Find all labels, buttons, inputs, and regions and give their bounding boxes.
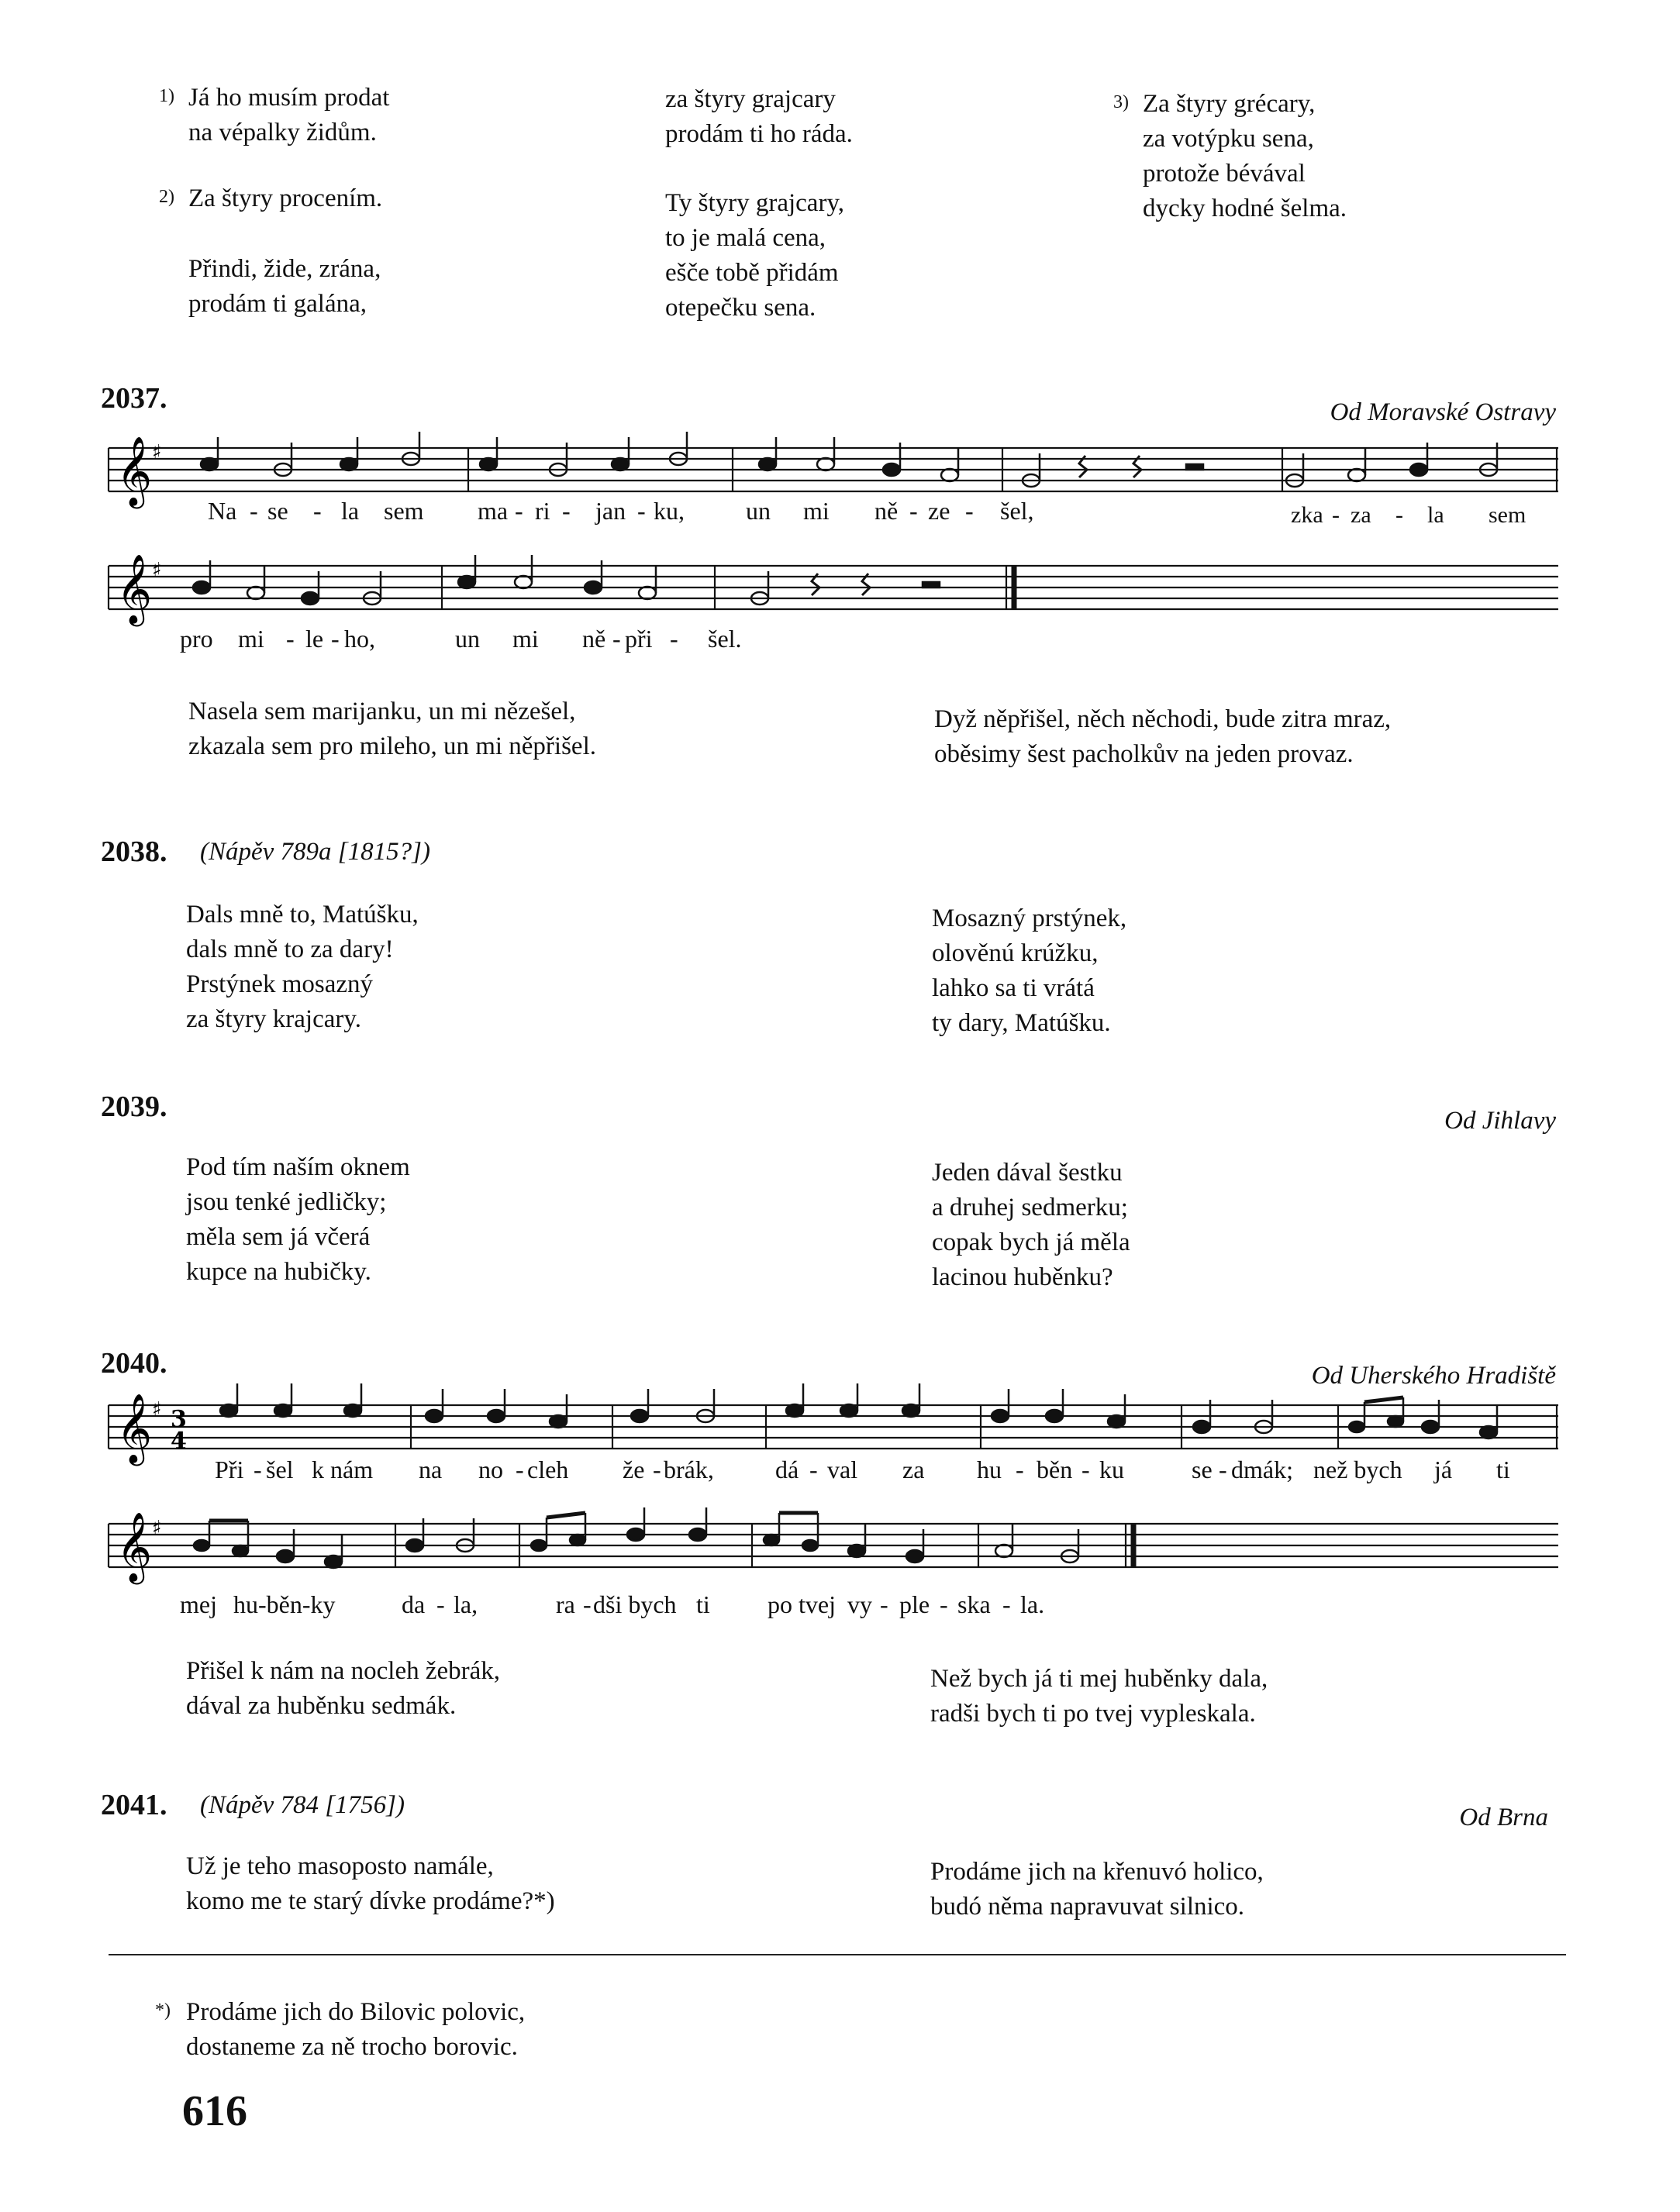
lyric-syllable: mi <box>238 625 264 653</box>
lyric-hyphen: - <box>1395 502 1403 528</box>
lyric-hyphen: - <box>583 1590 592 1618</box>
lyric-syllable: no <box>478 1456 503 1483</box>
lyric-hyphen: - <box>1081 1456 1090 1483</box>
footnote-marker: *) <box>155 2000 171 2021</box>
lyric-syllable: un <box>746 497 771 525</box>
stanza-line: kupce na hubičky. <box>186 1258 371 1286</box>
lyric-syllable: cleh <box>527 1456 569 1483</box>
lyric-syllable: za <box>902 1456 925 1483</box>
lyric-hyphen: - <box>286 625 295 653</box>
footnote-divider <box>109 1954 1566 1955</box>
lyric-syllable: ska <box>957 1590 991 1618</box>
treble-clef-icon: 𝄞 <box>116 554 153 624</box>
lyric-syllable: jan <box>595 497 626 525</box>
page-number: 616 <box>182 2087 247 2135</box>
footnote-3-line: za votýpku sena, <box>1143 125 1314 153</box>
lyric-hyphen: - <box>562 497 571 525</box>
music-staff <box>101 434 1558 504</box>
lyric-hyphen: - <box>909 497 918 525</box>
lyric-syllable: běn <box>1037 1456 1073 1483</box>
lyric-hyphen: - <box>940 1590 948 1618</box>
stanza-line: Pod tím naším oknem <box>186 1153 410 1181</box>
footnote-1-line: Já ho musím prodat <box>188 84 390 112</box>
stanza-line: dával za huběnku sedmák. <box>186 1692 457 1720</box>
lyric-syllable: k nám <box>312 1456 374 1483</box>
lyric-syllable: na <box>419 1456 443 1483</box>
lyric-hyphen: - <box>1219 1456 1227 1483</box>
lyric-syllable: brák, <box>664 1456 714 1483</box>
lyric-syllable: za <box>1351 502 1371 528</box>
lyric-hyphen: - <box>809 1456 818 1483</box>
lyric-hyphen: - <box>313 497 322 525</box>
footnote-3-line: protože bévával <box>1143 160 1306 188</box>
stanza-line: zkazala sem pro mileho, un mi něpřišel. <box>188 732 597 760</box>
lyric-syllable: ri <box>535 497 550 525</box>
lyric-syllable: ně <box>874 497 899 525</box>
lyric-syllable: da <box>402 1590 426 1618</box>
music-staff <box>101 1510 1558 1580</box>
stanza-line: jsou tenké jedličky; <box>186 1188 387 1216</box>
lyric-syllable: ra <box>556 1590 575 1618</box>
lyric-syllable: sem <box>1489 502 1526 528</box>
sharp-icon: ♯ <box>152 1517 162 1540</box>
song-origin: Od Jihlavy <box>1444 1107 1556 1135</box>
lyric-hyphen: - <box>670 625 678 653</box>
lyric-syllable: dmák; <box>1231 1456 1293 1483</box>
stanza-line: Dyž něpřišel, něch něchodi, bude zitra mraz, <box>934 705 1392 733</box>
lyric-hyphen: - <box>880 1590 888 1618</box>
tune-reference: (Nápěv 789a [1815?]) <box>200 838 430 866</box>
lyric-hyphen: - <box>516 1456 524 1483</box>
lyric-syllable: po tvej <box>768 1590 836 1618</box>
stanza-line: Přišel k nám na nocleh žebrák, <box>186 1657 501 1685</box>
song-number: 2040. <box>101 1347 167 1380</box>
sharp-icon: ♯ <box>152 441 162 464</box>
lyric-syllable: ple <box>899 1590 930 1618</box>
lyric-hyphen: - <box>637 497 646 525</box>
stanza-line: Ty štyry grajcary, <box>665 189 845 217</box>
song-number: 2038. <box>101 836 167 868</box>
lyric-syllable: dši bych <box>593 1590 677 1618</box>
lyric-syllable: ti <box>1496 1456 1510 1483</box>
lyric-hyphen: - <box>1016 1456 1024 1483</box>
lyric-syllable: ně <box>582 625 606 653</box>
stanza-line: Mosazný prstýnek, <box>932 904 1127 932</box>
treble-clef-icon: 𝄞 <box>116 1394 153 1463</box>
lyric-syllable: já <box>1434 1456 1453 1483</box>
stanza-line: oběsimy šest pacholkův na jeden provaz. <box>934 740 1354 768</box>
song-origin: Od Moravské Ostravy <box>1330 398 1556 426</box>
footnote-1-marker: 1) <box>159 86 174 106</box>
stanza-line: radši bych ti po tvej vypleskala. <box>930 1700 1256 1728</box>
stanza-line: za štyry grajcary <box>665 85 836 113</box>
stanza-line: Prstýnek mosazný <box>186 970 374 998</box>
lyric-syllable: se <box>1192 1456 1213 1483</box>
sharp-icon: ♯ <box>152 559 162 582</box>
lyric-syllable: val <box>827 1456 858 1483</box>
song-number: 2041. <box>101 1789 167 1821</box>
song-number: 2037. <box>101 382 167 415</box>
stanza-line: měla sem já včerá <box>186 1223 371 1251</box>
lyric-syllable: sem <box>384 497 424 525</box>
lyric-syllable: ma <box>478 497 509 525</box>
stanza-line: ty dary, Matúšku. <box>932 1009 1111 1037</box>
lyric-syllable: pro <box>180 625 213 653</box>
song-number: 2039. <box>101 1090 167 1123</box>
lyric-syllable: že <box>623 1456 645 1483</box>
stanza-line: olověnú krúžku, <box>932 939 1099 967</box>
stanza-line: komo me te starý dívke prodáme?*) <box>186 1887 555 1915</box>
stanza-line: lahko sa ti vrátá <box>932 974 1095 1002</box>
stanza-line: copak bych já měla <box>932 1228 1130 1256</box>
lyric-syllable: šel, <box>1000 497 1034 525</box>
tune-reference: (Nápěv 784 [1756]) <box>200 1791 405 1819</box>
lyric-syllable: se <box>267 497 288 525</box>
lyric-syllable: hu <box>977 1456 1002 1483</box>
footnote-2-line: Za štyry procením. <box>188 184 383 212</box>
footnote-line: dostaneme za ně trocho borovic. <box>186 2033 518 2061</box>
footnote-1-line: na vépalky židům. <box>188 119 377 146</box>
footnote-3-line: Za štyry grécary, <box>1143 90 1316 118</box>
lyric-hyphen: - <box>1002 1590 1011 1618</box>
lyric-syllable: ho, <box>344 625 375 653</box>
lyric-hyphen: - <box>1332 502 1340 528</box>
lyric-syllable: při <box>625 625 653 653</box>
song-origin: Od Brna <box>1459 1804 1548 1831</box>
lyric-syllable: mi <box>512 625 539 653</box>
time-signature-bottom: 4 <box>171 1428 187 1455</box>
stanza-line: to je malá cena, <box>665 224 826 252</box>
stanza-line: Než bych já ti mej huběnky dala, <box>930 1665 1268 1693</box>
treble-clef-icon: 𝄞 <box>116 1512 153 1582</box>
footnote-3-marker: 3) <box>1113 92 1129 112</box>
footnote-3-line: dycky hodné šelma. <box>1143 195 1347 222</box>
lyric-syllable: šel <box>266 1456 294 1483</box>
stanza-line: za štyry krajcary. <box>186 1005 361 1033</box>
stanza-line: dals mně to za dary! <box>186 935 394 963</box>
stanza-line: otepečku sena. <box>665 294 816 322</box>
stanza-line: Dals mně to, Matúšku, <box>186 901 419 929</box>
lyric-syllable: ti <box>696 1590 710 1618</box>
lyric-syllable: ku <box>1099 1456 1124 1483</box>
stanza-line: Už je teho masoposto namále, <box>186 1852 494 1880</box>
lyric-syllable: mej <box>180 1590 217 1618</box>
stanza-line: Jeden dával šestku <box>932 1159 1123 1187</box>
lyric-hyphen: - <box>250 497 258 525</box>
time-signature-top: 3 <box>171 1406 187 1433</box>
song-origin: Od Uherského Hradiště <box>1311 1362 1556 1390</box>
lyric-hyphen: - <box>254 1456 262 1483</box>
lyric-syllable: zka <box>1291 502 1323 528</box>
stanza-line: Nasela sem marijanku, un mi nězešel, <box>188 698 576 725</box>
lyric-syllable: la <box>1427 502 1444 528</box>
sharp-icon: ♯ <box>152 1398 162 1421</box>
lyric-hyphen: - <box>436 1590 445 1618</box>
stanza-line: lacinou huběnku? <box>932 1263 1113 1291</box>
lyric-syllable: Při <box>215 1456 244 1483</box>
lyric-syllable: vy <box>847 1590 872 1618</box>
lyric-syllable: la. <box>1020 1590 1045 1618</box>
lyric-syllable: un <box>455 625 480 653</box>
lyric-syllable: la <box>341 497 360 525</box>
lyric-syllable: šel. <box>708 625 742 653</box>
stanza-line: Přindi, žide, zrána, <box>188 255 381 283</box>
lyric-syllable: le <box>305 625 324 653</box>
lyric-hyphen: - <box>331 625 340 653</box>
music-staff <box>101 552 1558 622</box>
treble-clef-icon: 𝄞 <box>116 436 153 506</box>
footnote-2-marker: 2) <box>159 187 174 207</box>
stanza-line: prodám ti ho ráda. <box>665 120 853 148</box>
lyric-syllable: ze <box>928 497 950 525</box>
lyric-syllable: než bych <box>1313 1456 1402 1483</box>
lyric-syllable: dá <box>775 1456 799 1483</box>
stanza-line: budó něma napravuvat silnico. <box>930 1893 1245 1921</box>
music-staff <box>101 1391 1558 1461</box>
stanza-line: ešče tobě přidám <box>665 259 839 287</box>
stanza-line: prodám ti galána, <box>188 290 367 318</box>
lyric-syllable: hu-běn-ky <box>233 1590 336 1618</box>
lyric-hyphen: - <box>965 497 974 525</box>
lyric-hyphen: - <box>612 625 621 653</box>
lyric-syllable: la, <box>454 1590 478 1618</box>
lyric-syllable: ku, <box>654 497 685 525</box>
stanza-line: Prodáme jich na křenuvó holico, <box>930 1858 1264 1886</box>
lyric-hyphen: - <box>515 497 523 525</box>
stanza-line: a druhej sedmerku; <box>932 1194 1128 1221</box>
lyric-syllable: mi <box>803 497 830 525</box>
lyric-hyphen: - <box>653 1456 661 1483</box>
footnote-line: Prodáme jich do Bilovic polovic, <box>186 1998 526 2026</box>
lyric-syllable: Na <box>208 497 237 525</box>
